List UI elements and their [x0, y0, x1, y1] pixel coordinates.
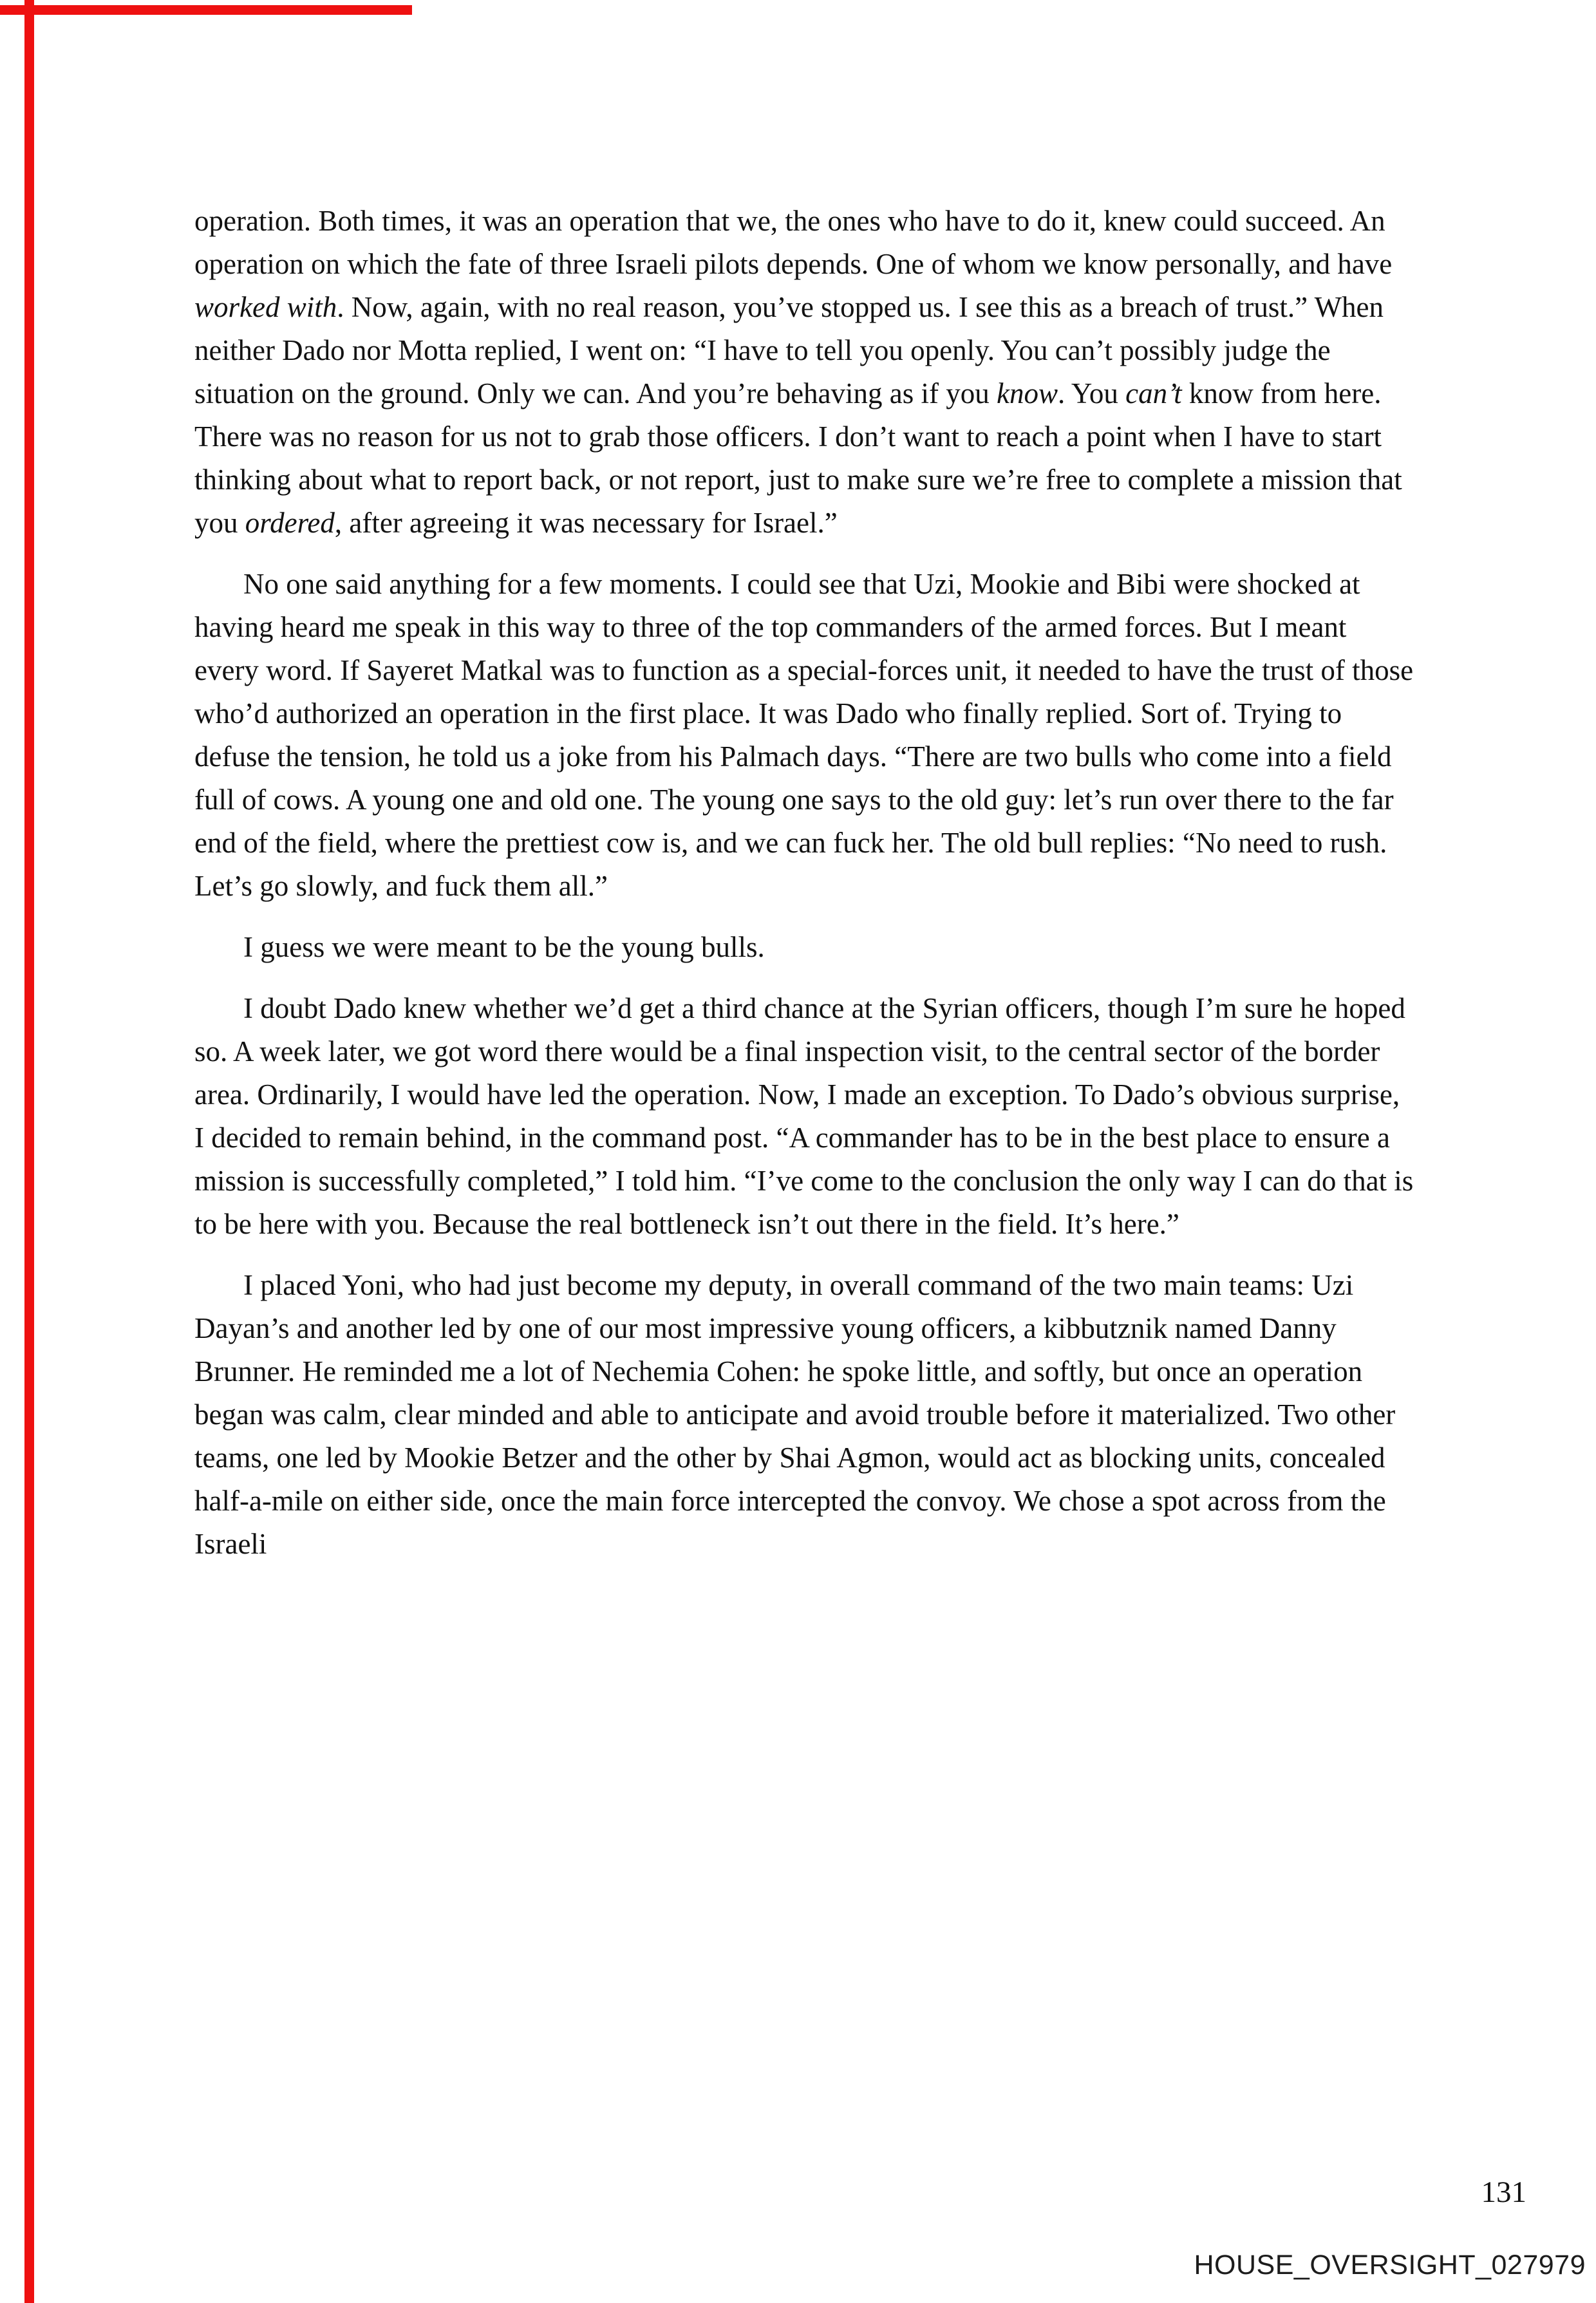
text-segment: know from here. There was no reason for us not to grab those officers. I don’t want to reach a point when I have to start thinking about what to report back, or not report, just to make sure we’re free to complete a mission that you [194, 377, 1402, 539]
text-segment: , after agreeing it was necessary for Israel.” [334, 507, 838, 539]
paragraph [194, 987, 1414, 1246]
text-segment-italic: ordered [245, 507, 335, 539]
paragraph [194, 200, 1414, 545]
bates-stamp: HOUSE_OVERSIGHT_027979 [1194, 2250, 1586, 2280]
text-segment: . Now, again, with no real reason, you’ve stopped us. I see this as a breach of trust.” When neither Dado nor Motta replied, I went on: “I have to tell you openly. You can’t possibly judge the situation on the ground. Only we can. And you’re behaving as if you [194, 291, 1384, 409]
paragraph [194, 926, 1414, 969]
text-segment: I guess we were meant to be the young bulls. [243, 931, 765, 963]
text-segment: . You [1058, 377, 1126, 409]
text-segment: I placed Yoni, who had just become my deputy, in overall command of the two main teams: Uzi Dayan’s and another led by one of our most impressive young officers, a kibbutznik named Danny Brunner. He reminded me a lot of Nechemia Cohen: he spoke little, and softly, but once an operation began was calm, clear minded and able to anticipate and avoid trouble before it materialized. Two other teams, one led by Mookie Betzer and the other by Shai Agmon, would act as blocking units, concealed half-a-mile on either side, once the main force intercepted the convoy. We chose a spot across from the Israeli [194, 1269, 1396, 1560]
page-number: 131 [1481, 2176, 1526, 2209]
text-segment-italic: know [997, 377, 1058, 409]
paragraph [194, 563, 1414, 908]
scan-mark-top-edge [0, 5, 412, 15]
text-segment: operation. Both times, it was an operation that we, the ones who have to do it, knew could succeed. An operation on which the fate of three Israeli pilots depends. One of whom we know personally, and have [194, 205, 1393, 280]
text-segment: I doubt Dado knew whether we’d get a third chance at the Syrian officers, though I’m sure he hoped so. A week later, we got word there would be a final inspection visit, to the central sector of the border area. Ordinarily, I would have led the operation. Now, I made an exception. To Dado’s obvious surprise, I decided to remain behind, in the command post. “A commander has to be in the best place to ensure a mission is successfully completed,” I told him. “I’ve come to the conclusion the only way I can do that is to be here with you. Because the real bottleneck isn’t out there in the field. It’s here.” [194, 992, 1414, 1240]
text-segment-italic: can’t [1125, 377, 1182, 409]
text-segment-italic: worked with [194, 291, 337, 323]
body-text [194, 200, 1414, 1584]
paragraph [194, 1264, 1414, 1566]
scan-mark-left-edge [24, 0, 34, 2303]
text-segment: No one said anything for a few moments. I could see that Uzi, Mookie and Bibi were shocked at having heard me speak in this way to three of the top commanders of the armed forces. But I meant every word. If Sayeret Matkal was to function as a special-forces unit, it needed to have the trust of those who’d authorized an operation in the first place. It was Dado who finally replied. Sort of. Trying to defuse the tension, he told us a joke from his Palmach days. “There are two bulls who come into a field full of cows. A young one and old one. The young one says to the old guy: let’s run over there to the far end of the field, where the prettiest cow is, and we can fuck her. The old bull replies: “No need to rush. Let’s go slowly, and fuck them all.” [194, 568, 1414, 902]
